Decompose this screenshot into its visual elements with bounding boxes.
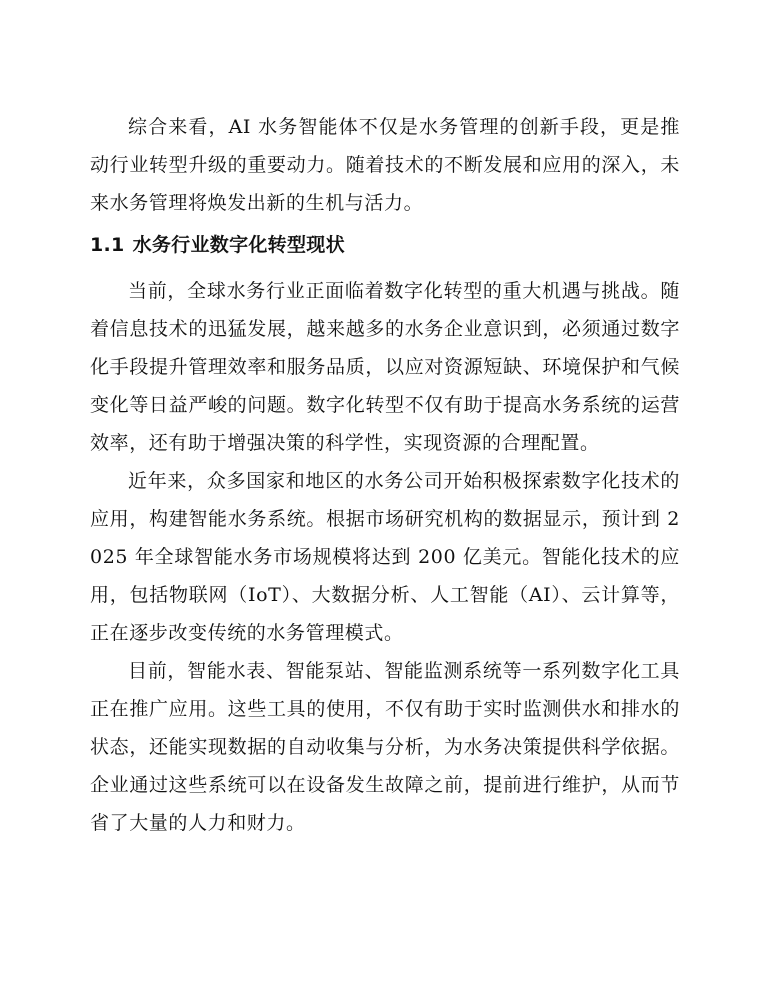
section-number: 1.1 [90, 234, 125, 256]
section-heading [90, 230, 680, 260]
document-body [90, 108, 680, 842]
section-title: 水务行业数字化转型现状 [132, 234, 345, 256]
intro-paragraph: 综合来看，AI 水务智能体不仅是水务管理的创新手段，更是推动行业转型升级的重要动力。随着技术的不断发展和应用的深入，未来水务管理将焕发出新的生机与活力。 [90, 116, 680, 214]
body-paragraph-3: 目前，智能水表、智能泵站、智能监测系统等一系列数字化工具正在推广应用。这些工具的使用，不仅有助于实时监测供水和排水的状态，还能实现数据的自动收集与分析，为水务决策提供科学依据。企业通过这些系统可以在设备发生故障之前，提前进行维护，从而节省了大量的人力和财力。 [90, 660, 680, 834]
body-paragraph-2: 近年来，众多国家和地区的水务公司开始积极探索数字化技术的应用，构建智能水务系统。根据市场研究机构的数据显示，预计到 2025 年全球智能水务市场规模将达到 200 亿美元。智能化技术的应用，包括物联网（IoT）、大数据分析、人工智能（AI）、云计算等，正在逐步改变传统的水务管理模式。 [90, 470, 680, 644]
body-paragraph-1: 当前，全球水务行业正面临着数字化转型的重大机遇与挑战。随着信息技术的迅猛发展，越来越多的水务企业意识到，必须通过数字化手段提升管理效率和服务品质，以应对资源短缺、环境保护和气候变化等日益严峻的问题。数字化转型不仅有助于提高水务系统的运营效率，还有助于增强决策的科学性，实现资源的合理配置。 [90, 280, 680, 454]
